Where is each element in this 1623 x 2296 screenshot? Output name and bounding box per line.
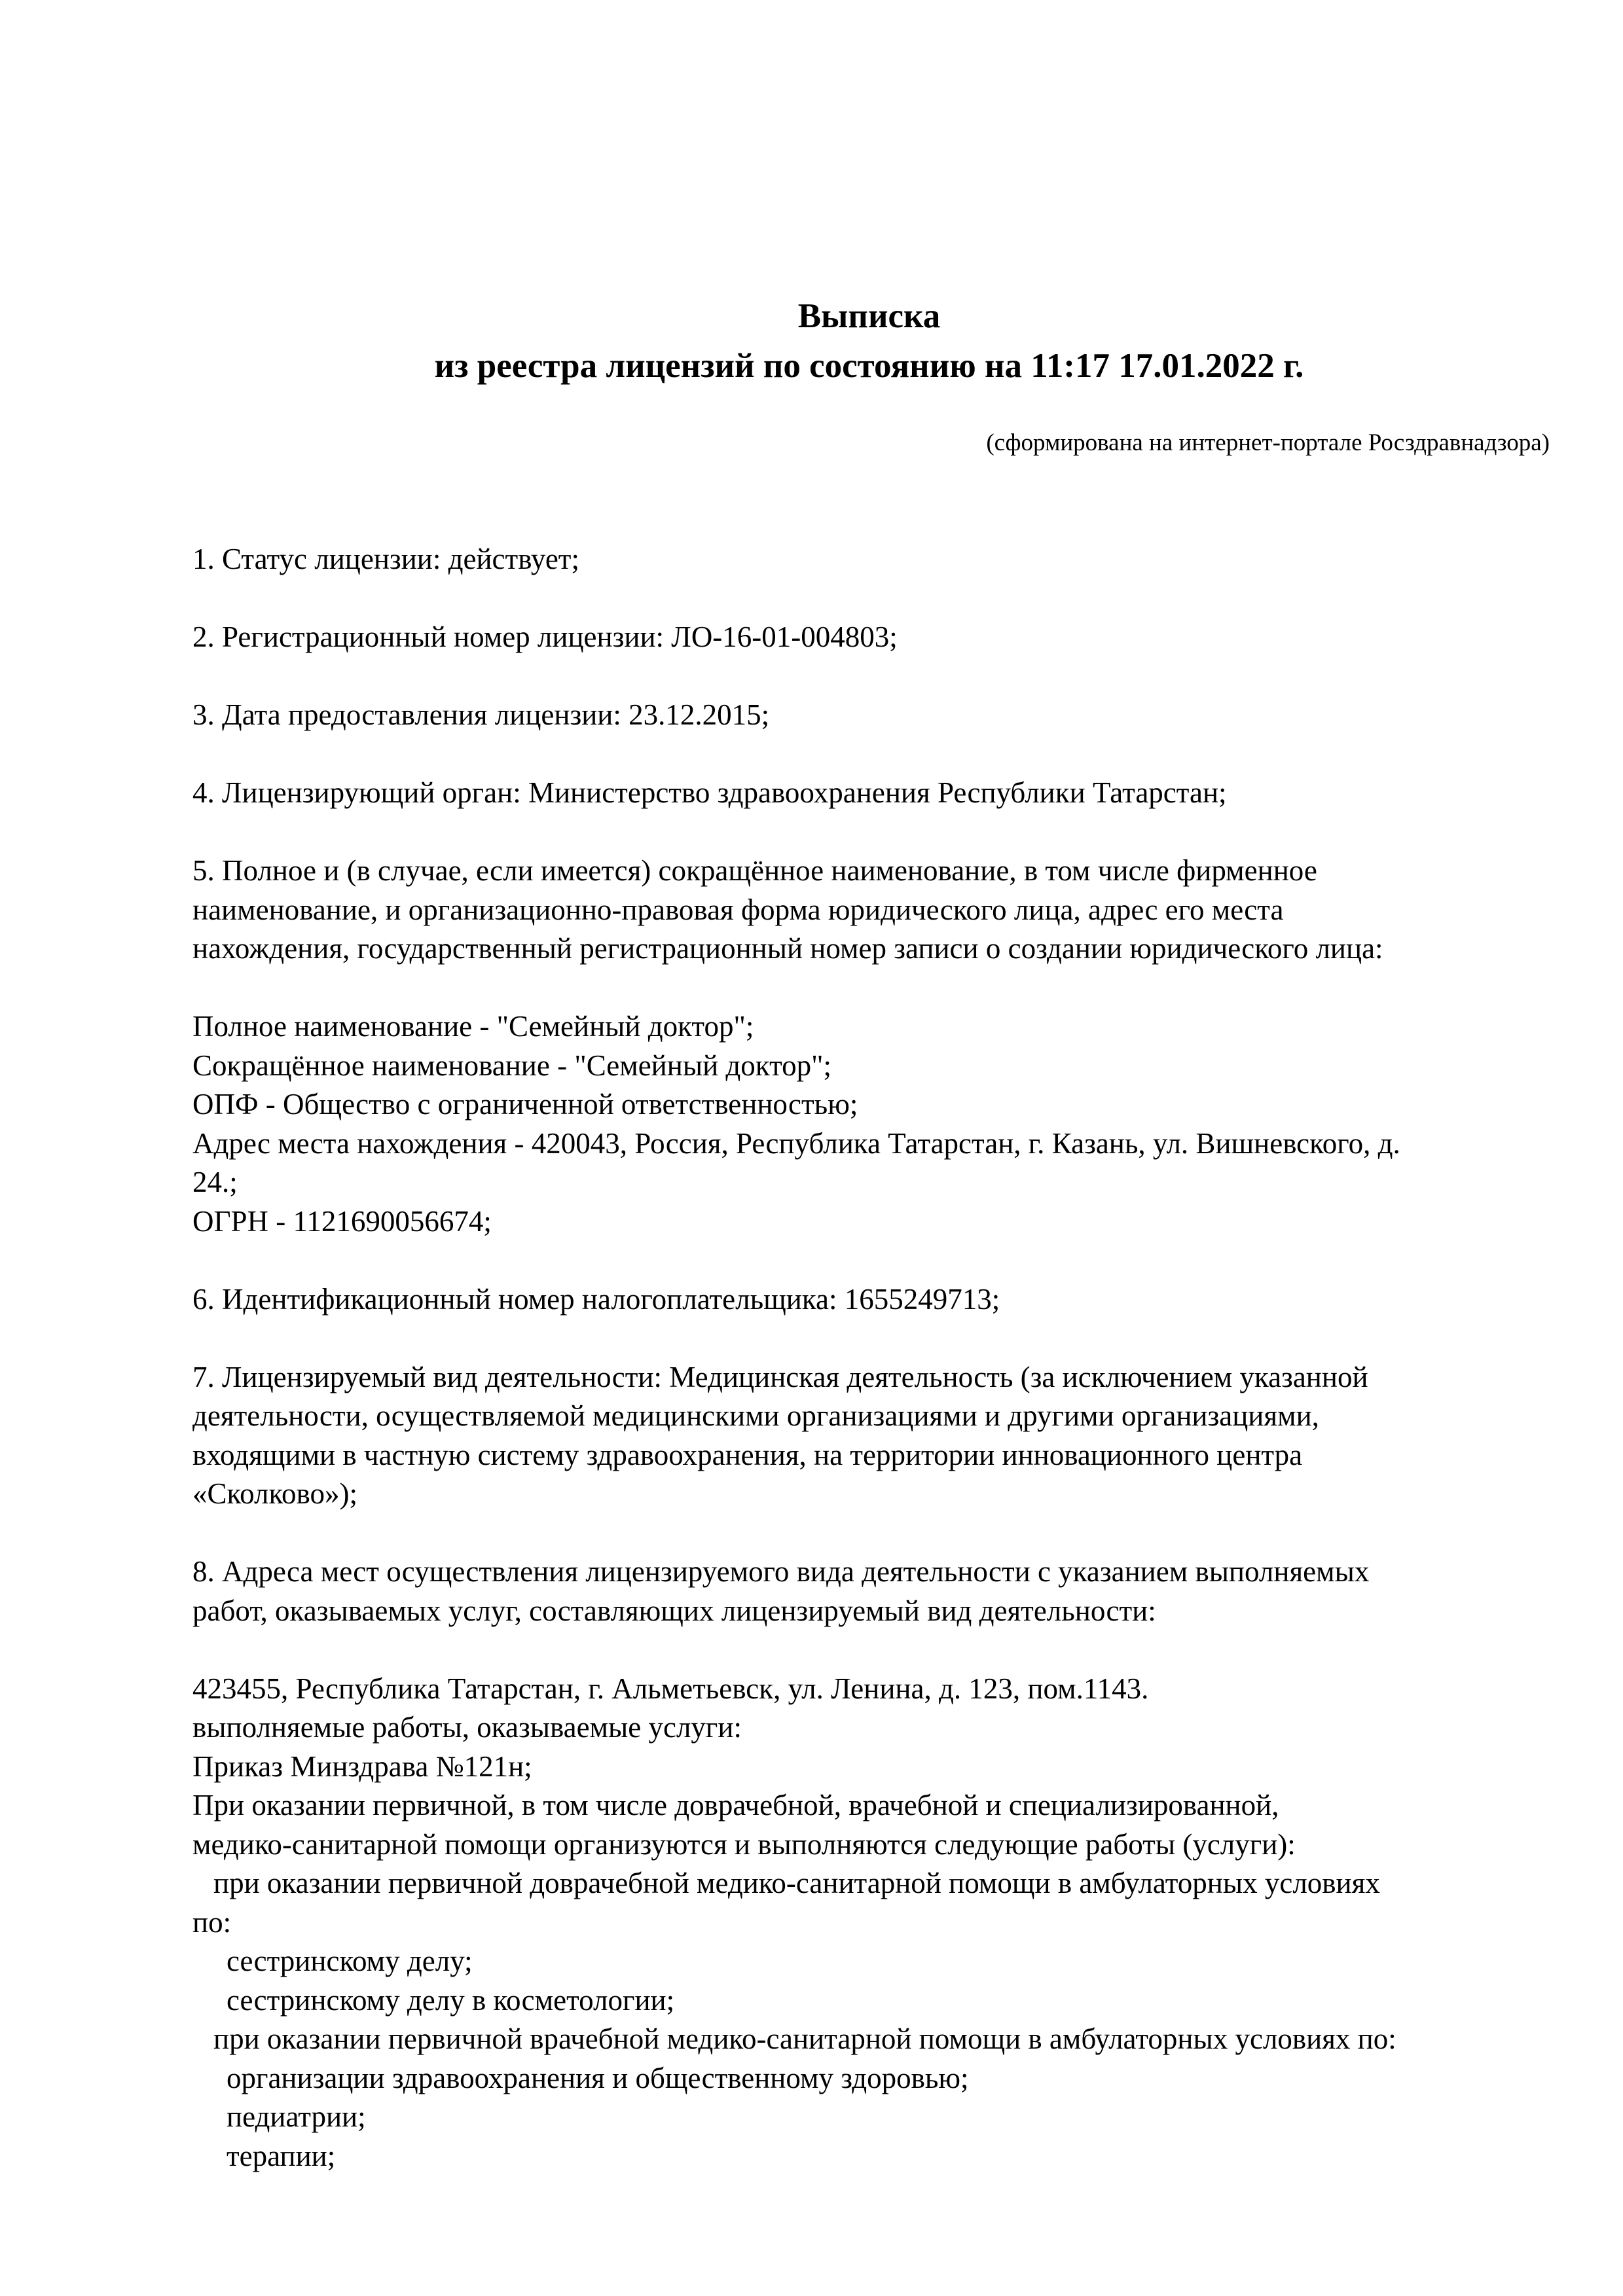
order-reference: Приказ Минздрава №121н; — [192, 1749, 532, 1783]
site-address: 423455, Республика Татарстан, г. Альметьевск, ул. Ленина, д. 123, пом.1143. — [192, 1672, 1149, 1705]
addresses-heading-line: работ, оказываемых услуг, составляющих лицензируемый вид деятельности: — [192, 1594, 1156, 1627]
activity-line: 7. Лицензируемый вид деятельности: Медицинская деятельность (за исключением указанной — [192, 1360, 1368, 1393]
service-item: педиатрии; — [227, 2100, 366, 2133]
taxpayer-id: 6. Идентификационный номер налогоплательщика: 1655249713; — [192, 1282, 1000, 1316]
org-ogrn: ОГРН - 1121690056674; — [192, 1204, 492, 1238]
org-legal-form: ОПФ - Общество с ограниченной ответственностью; — [192, 1088, 858, 1121]
primary-care-line: При оказании первичной, в том числе доврачебной, врачебной и специализированной, — [192, 1789, 1279, 1821]
document-body — [192, 540, 1567, 2176]
addresses-heading-line: 8. Адреса мест осуществления лицензируемого вида деятельности с указанием выполняемых — [192, 1555, 1370, 1588]
service-item: сестринскому делу; — [227, 1945, 473, 1977]
activity-line: «Сколково»); — [192, 1477, 357, 1510]
prevrach-care-line-continued: по: — [192, 1905, 232, 1939]
org-address: Адрес места нахождения - 420043, Россия, Республика Татарстан, г. Казань, ул. Вишневского, д. — [192, 1126, 1400, 1160]
source-note: (сформирована на интернет-портале Росздравнадзора) — [986, 429, 1550, 456]
document-subtitle: из реестра лицензий по состоянию на 11:17 17.01.2022 г. — [434, 347, 1304, 385]
name-heading-line: наименование, и организационно-правовая форма юридического лица, адрес его места — [192, 893, 1284, 926]
org-address-continued: 24.; — [192, 1166, 238, 1198]
license-status: 1. Статус лицензии: действует; — [192, 543, 579, 575]
license-reg-number: 2. Регистрационный номер лицензии: ЛО-16-01-004803; — [192, 620, 898, 653]
primary-care-line: медико-санитарной помощи организуются и выполняются следующие работы (услуги): — [192, 1827, 1296, 1861]
license-issue-date: 3. Дата предоставления лицензии: 23.12.2015; — [192, 698, 770, 731]
prevrach-care-line: при оказании первичной доврачебной медико-санитарной помощи в амбулаторных условиях — [213, 1867, 1380, 1899]
licensing-authority: 4. Лицензирующий орган: Министерство здравоохранения Республики Татарстан; — [192, 776, 1227, 809]
service-item: терапии; — [227, 2139, 336, 2172]
name-heading-line: 5. Полное и (в случае, если имеется) сокращённое наименование, в том числе фирменное — [192, 854, 1317, 887]
service-item: сестринскому делу в косметологии; — [227, 1983, 675, 2017]
org-full-name: Полное наименование - "Семейный доктор"; — [192, 1010, 754, 1043]
vrach-care-line: при оказании первичной врачебной медико-санитарной помощи в амбулаторных условиях по: — [213, 2022, 1396, 2055]
org-short-name: Сокращённое наименование - "Семейный доктор"; — [192, 1049, 832, 1082]
service-item: организации здравоохранения и общественному здоровью; — [227, 2061, 969, 2094]
activity-line: деятельности, осуществляемой медицинскими организациями и другими организациями, — [192, 1399, 1319, 1432]
activity-line: входящими в частную систему здравоохранения, на территории инновационного центра — [192, 1438, 1303, 1471]
name-heading-line: нахождения, государственный регистрационный номер записи о создании юридического лица: — [192, 932, 1383, 965]
works-label: выполняемые работы, оказываемые услуги: — [192, 1711, 742, 1744]
document-title: Выписка — [797, 297, 941, 335]
